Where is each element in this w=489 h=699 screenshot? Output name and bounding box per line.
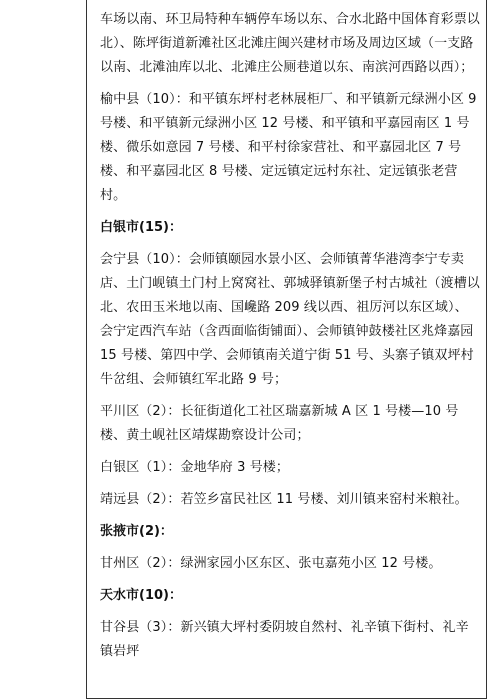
city-heading-tianshui: 天水市(10)： [100, 588, 182, 603]
table-content-cell [100, 8, 480, 672]
paragraph-lanzhou-continued: 车场以南、环卫局特种车辆停车场以东、合水北路中国体育彩票以北）、陈坪街道新滩社区北滩庄闽兴建材市场及周边区域（一支路以南、北滩油库以北、北滩庄公厕巷道以东、南滨河西路以西）； [100, 12, 480, 75]
paragraph-gangu: 甘谷县（3）：新兴镇大坪村委阴坡自然村、礼辛镇下街村、礼辛镇岩坪 [100, 620, 469, 659]
table-right-border [486, 0, 487, 699]
paragraph-pingchuan: 平川区（2）：长征街道化工社区瑞嘉新城 A 区 1 号楼—10 号楼、黄土岘社区靖煤勘察设计公司； [100, 404, 459, 443]
city-heading-zhangye: 张掖市(2)： [100, 524, 173, 539]
paragraph-ganzhou: 甘州区（2）：绿洲家园小区东区、张屯嘉苑小区 12 号楼。 [100, 556, 442, 571]
paragraph-huining: 会宁县（10）：会师镇颐园水景小区、会师镇菁华港湾李宁专卖店、土门岘镇土门村上窝窝社、郭城驿镇新堡子村古城社（渡槽以北、农田玉米地以南、国巉路 209 线以西、祖厉河以东区域）、会宁定西汽车站（含西面临街铺面）、会师镇钟鼓楼社区兆烽嘉园 15 号楼、第四中学、会师镇南关道宁街 51 号、头寨子镇双坪村牛岔组、会师镇红军北路 9 号； [100, 252, 480, 387]
city-heading-baiyin: 白银市(15)： [100, 220, 182, 235]
paragraph-baiyin-district: 白银区（1）：金地华府 3 号楼； [100, 460, 290, 475]
paragraph-jingyuan: 靖远县（2）：若笠乡富民社区 11 号楼、刘川镇来窑村米粮社。 [100, 492, 468, 507]
table-cell-divider [86, 0, 87, 699]
paragraph-yuzhong: 榆中县（10）：和平镇东坪村老林展柜厂、和平镇新元绿洲小区 9 号楼、和平镇新元绿洲小区 12 号楼、和平镇和平嘉园南区 1 号楼、微乐如意园 7 号楼、和平村徐家营社、和平嘉园北区 7 号楼、和平嘉园北区 8 号楼、定远镇定远村东社、定远镇张老营村。 [100, 92, 477, 203]
